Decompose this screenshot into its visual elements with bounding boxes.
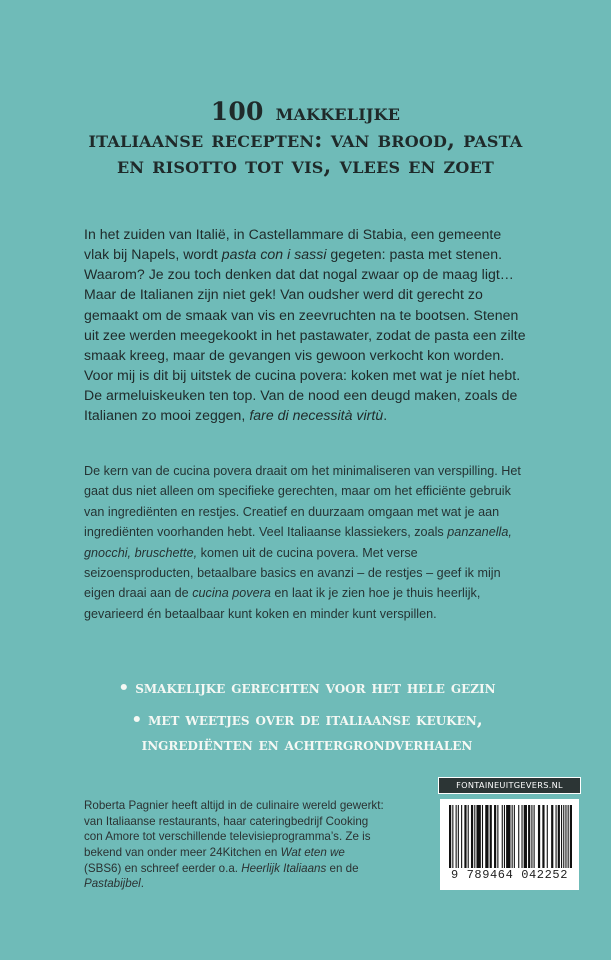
intro-text-a: In het zuiden van Italië, in Castellammare di Stabia, een gemeente vlak bij Napels, wordt xyxy=(84,226,502,263)
intro-text-c: . xyxy=(383,407,388,424)
barcode-bar xyxy=(461,805,462,868)
barcode-bar xyxy=(490,805,492,868)
author-bio xyxy=(84,798,384,892)
barcode-bar xyxy=(512,805,513,868)
barcode-bar xyxy=(538,805,540,868)
heading-line-2: italiaanse recepten: van brood, pasta xyxy=(88,126,523,153)
barcode-bar xyxy=(547,805,548,868)
barcode-bar xyxy=(471,805,473,868)
heading-line-1-text: makkelijke xyxy=(275,100,401,126)
barcode-bar xyxy=(456,805,457,868)
barcode-bar xyxy=(531,805,532,868)
author-text-3: en de xyxy=(326,861,359,875)
barcode-bar xyxy=(518,805,519,868)
heading-line-3: en risotto tot vis, vlees en zoet xyxy=(116,153,495,180)
barcode-bar xyxy=(485,805,488,868)
isbn-barcode-panel xyxy=(440,799,579,890)
intro-paragraph xyxy=(84,224,529,425)
barcode-bar xyxy=(502,805,503,868)
barcode-bar xyxy=(534,805,535,868)
barcode-bar xyxy=(570,805,572,868)
body-paragraph xyxy=(84,461,529,624)
author-text-1: Roberta Pagnier heeft altijd in de culinaire wereld gewerkt: van Italiaanse restaurants, haar cateringbedrijf Cooking con Amore tot verschillende televisieprogramma’s. Ze is bekend van onder meer 24Kitchen en xyxy=(84,799,384,859)
barcode-bar xyxy=(528,805,530,868)
barcode-bar xyxy=(542,805,544,868)
heading-number: 100 xyxy=(210,97,264,126)
intro-italic-pasta: pasta con i sassi xyxy=(221,246,327,263)
barcode-bar xyxy=(497,805,498,868)
bullet-family-recipes: • smakelijke gerechten voor het hele gezin xyxy=(118,678,496,698)
body-italic-cucina: cucina povera xyxy=(192,586,271,601)
barcode-bar xyxy=(565,805,566,868)
barcode-bar xyxy=(561,805,562,868)
barcode-bar xyxy=(476,805,480,868)
barcode-bar xyxy=(506,805,510,868)
barcode-bar xyxy=(474,805,475,868)
bullet-kitchen-facts: • met weetjes over de italiaanse keuken, ingrediënten en achtergrondverhalen xyxy=(131,710,483,755)
author-text-2: (SBS6) en schreef eerder o.a. xyxy=(84,861,242,875)
barcode-bar xyxy=(551,805,553,868)
barcode-bar xyxy=(524,805,527,868)
barcode-bar xyxy=(556,805,557,868)
barcode-bar xyxy=(514,805,515,868)
isbn-number: 9 789464 042252 xyxy=(450,868,569,882)
barcode-graphic xyxy=(449,805,572,868)
barcode-bar xyxy=(468,805,469,868)
barcode-bar xyxy=(449,805,451,868)
intro-italic-fare: fare di necessità virtù xyxy=(249,407,384,424)
author-italic-book-2: Pastabijbel xyxy=(84,877,141,891)
barcode-bar xyxy=(568,805,569,868)
author-italic-show: Wat eten we xyxy=(280,845,345,859)
barcode-bar xyxy=(558,805,560,868)
publisher-label: FONTAINEUITGEVERS.NL xyxy=(438,777,581,794)
barcode-bar xyxy=(563,805,564,868)
author-text-4: . xyxy=(140,877,144,891)
author-italic-book-1: Heerlijk Italiaans xyxy=(241,861,327,875)
barcode-bar xyxy=(521,805,522,868)
intro-text-b: gegeten: pasta met stenen. Waarom? Je zou toch denken dat dat nogal zwaar op de maag ligt… Maar de Italianen zijn niet gek! Van oudsher werd dit gerecht zo gemaakt om de smaak van vis en zeevruchten na te bootsen. Stenen uit zee werden meegekookt in het pastawater, zodat de pasta een zilte smaak kreeg, maar de gevangen vis gewoon verkocht kon worden. Voor mij is dit bij uitstek de cucina povera: koken met wat je níet hebt. De armeluiskeuken ten top. Van de nood een deugd maken, zoals de Italianen zo mooi zeggen, xyxy=(84,246,526,424)
barcode-bar xyxy=(458,805,459,868)
barcode-bar xyxy=(504,805,505,868)
body-text-a: De kern van de cucina povera draait om het minimaliseren van verspilling. Het gaat dus niet alleen om specifieke gerechten, maar om het efficiënte gebruik van ingrediënten en restjes. Creatief en duurzaam omgaan met wat je aan ingrediënten voorhanden hebt. Veel Italiaanse klassiekers, zoals xyxy=(84,464,521,540)
cover-heading xyxy=(64,97,547,180)
body-text-c: en laat ik je zien hoe je thuis heerlijk, gevarieerd én betaalbaar kunt koken en minder kunt verspillen. xyxy=(84,586,481,621)
heading-line-1 xyxy=(64,97,547,127)
body-italic-dishes: panzanella, gnocchi, bruschette, xyxy=(84,525,512,560)
barcode-bar xyxy=(452,805,453,868)
body-text-b: komen uit de cucina povera. Met verse seizoensproducten, betaalbare basics en avanzi – de restjes – geef ik mijn eigen draai aan de xyxy=(84,545,501,601)
barcode-bar xyxy=(494,805,496,868)
barcode-bar xyxy=(464,805,466,868)
barcode-bar xyxy=(482,805,483,868)
